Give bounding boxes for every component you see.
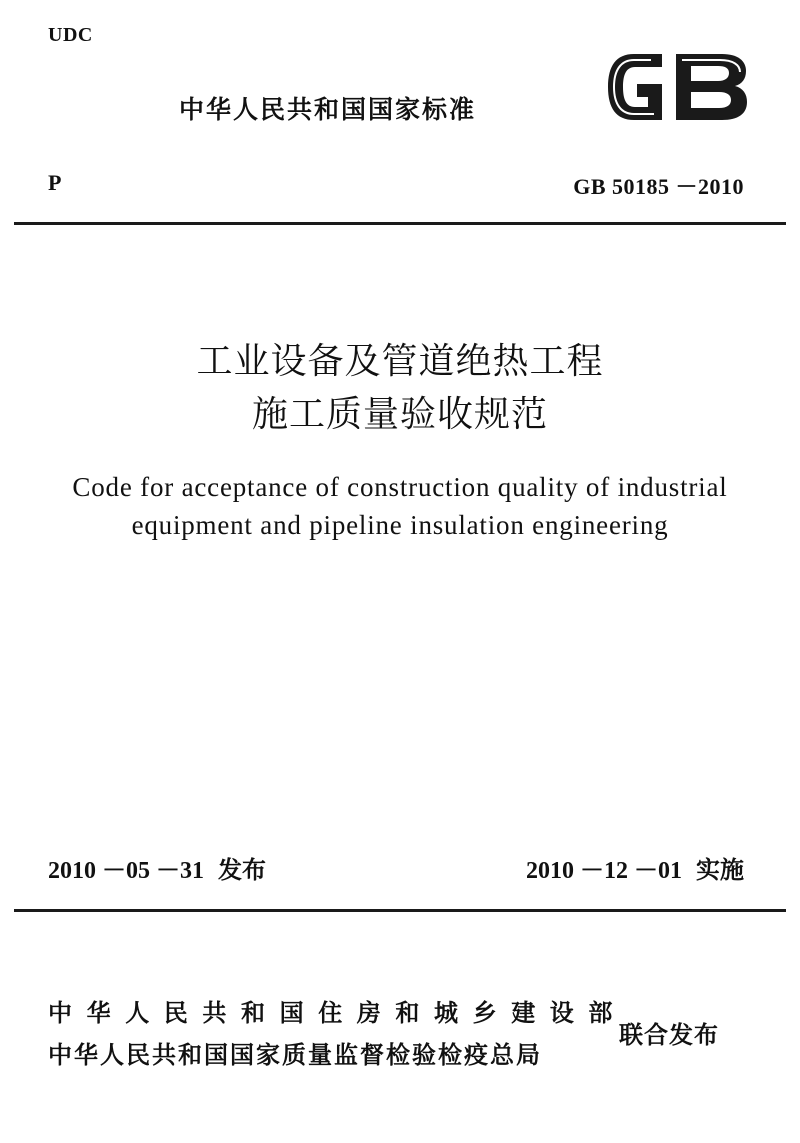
implement-date-line <box>526 850 744 885</box>
issuer-aqsiq: 中华人民共和国国家质量监督检验检疫总局 <box>48 1041 542 1069</box>
title-en-line2: equipment and pipeline insulation engineering <box>131 510 669 540</box>
gb-logo-g <box>608 54 662 120</box>
issuer-ministry: 中华人民共和国住房和城乡建设部 <box>48 999 627 1027</box>
standard-number: GB 50185 －2010 <box>573 174 744 199</box>
category-code: P <box>48 170 62 195</box>
issue-label: 发布 <box>218 856 266 884</box>
title-cn-line1: 工业设备及管道绝热工程 <box>196 341 604 382</box>
bottom-divider <box>14 909 786 912</box>
issue-date-line <box>48 850 266 885</box>
udc-label: UDC <box>48 24 93 46</box>
title-en-line1: Code for acceptance of construction quality of industrial <box>72 472 728 502</box>
top-divider <box>14 222 786 225</box>
issue-date: 2010 －05 －31 <box>48 858 204 884</box>
implement-label: 实施 <box>696 856 744 884</box>
gb-logo <box>604 50 750 124</box>
joint-issue-label: 联合发布 <box>619 1021 719 1049</box>
implement-date: 2010 －12 －01 <box>526 858 682 884</box>
national-standard-heading: 中华人民共和国国家标准 <box>179 95 477 124</box>
title-cn-line2: 施工质量验收规范 <box>251 394 548 435</box>
